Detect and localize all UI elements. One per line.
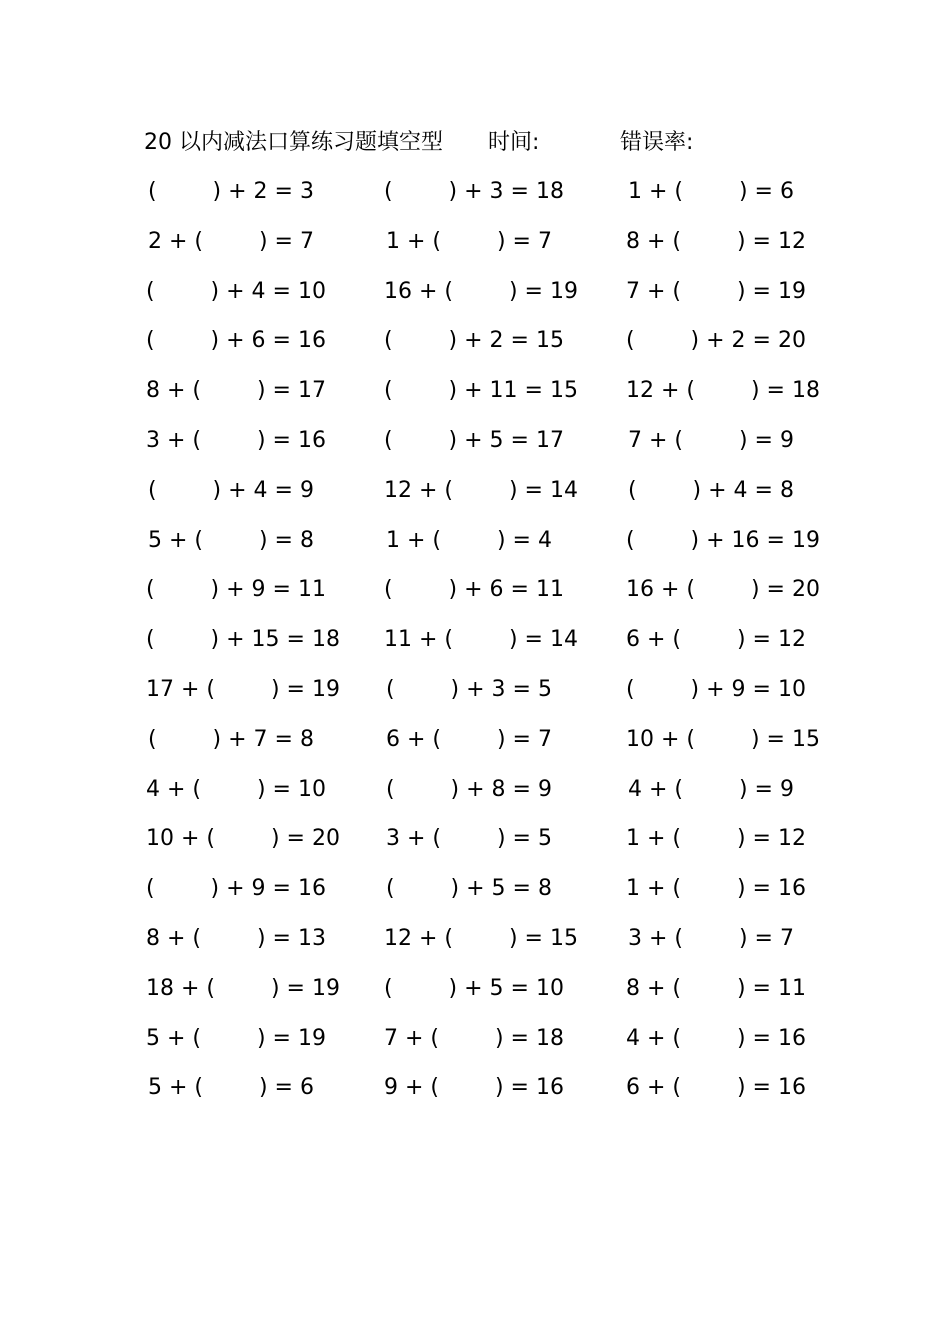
error-rate-label: 错误率: xyxy=(620,130,694,155)
problem-item: 9 + ( ) = 16 xyxy=(384,1075,564,1101)
problem-item: ( ) + 4 = 10 xyxy=(146,278,326,304)
problem-item: 16 + ( ) = 20 xyxy=(626,577,820,603)
problem-row xyxy=(0,1021,950,1071)
problem-row xyxy=(0,323,950,373)
problem-item: ( ) + 11 = 15 xyxy=(384,378,578,404)
problem-item: ( ) + 6 = 11 xyxy=(384,577,564,603)
worksheet-header xyxy=(0,126,950,160)
problem-item: 5 + ( ) = 19 xyxy=(146,1025,326,1051)
problem-item: ( ) + 3 = 5 xyxy=(386,676,552,702)
problem-item: 8 + ( ) = 17 xyxy=(146,378,326,404)
problem-row xyxy=(0,1070,950,1120)
problem-item: 1 + ( ) = 16 xyxy=(626,876,806,902)
problem-item: 7 + ( ) = 9 xyxy=(628,427,794,453)
problem-item: 6 + ( ) = 12 xyxy=(626,627,806,653)
problem-item: ( ) + 4 = 9 xyxy=(148,477,314,503)
problem-item: 3 + ( ) = 16 xyxy=(146,427,326,453)
problem-item: 4 + ( ) = 9 xyxy=(628,776,794,802)
problem-item: 5 + ( ) = 8 xyxy=(148,527,314,553)
problem-item: ( ) + 16 = 19 xyxy=(626,527,820,553)
problem-row xyxy=(0,572,950,622)
problem-grid xyxy=(0,174,950,1120)
problem-item: 10 + ( ) = 20 xyxy=(146,826,340,852)
problem-row xyxy=(0,373,950,423)
problem-item: 12 + ( ) = 15 xyxy=(384,925,578,951)
problem-item: ( ) + 4 = 8 xyxy=(628,477,794,503)
problem-item: 1 + ( ) = 12 xyxy=(626,826,806,852)
problem-item: ( ) + 5 = 10 xyxy=(384,975,564,1001)
problem-item: 7 + ( ) = 18 xyxy=(384,1025,564,1051)
problem-item: 12 + ( ) = 18 xyxy=(626,378,820,404)
problem-row xyxy=(0,423,950,473)
problem-row xyxy=(0,224,950,274)
problem-item: ( ) + 5 = 8 xyxy=(386,876,552,902)
problem-item: 17 + ( ) = 19 xyxy=(146,676,340,702)
problem-item: 12 + ( ) = 14 xyxy=(384,477,578,503)
problem-row xyxy=(0,274,950,324)
problem-item: ( ) + 15 = 18 xyxy=(146,627,340,653)
problem-row xyxy=(0,772,950,822)
problem-row xyxy=(0,871,950,921)
problem-item: ( ) + 9 = 16 xyxy=(146,876,326,902)
problem-row xyxy=(0,821,950,871)
problem-item: 8 + ( ) = 12 xyxy=(626,228,806,254)
problem-row xyxy=(0,622,950,672)
problem-item: 11 + ( ) = 14 xyxy=(384,627,578,653)
problem-item: 8 + ( ) = 11 xyxy=(626,975,806,1001)
problem-item: 1 + ( ) = 6 xyxy=(628,179,794,204)
problem-item: ( ) + 6 = 16 xyxy=(146,328,326,354)
problem-item: 4 + ( ) = 10 xyxy=(146,776,326,802)
problem-item: ( ) + 9 = 10 xyxy=(626,676,806,702)
problem-item: ( ) + 5 = 17 xyxy=(384,427,564,453)
problem-row xyxy=(0,672,950,722)
problem-item: 4 + ( ) = 16 xyxy=(626,1025,806,1051)
problem-item: ( ) + 2 = 20 xyxy=(626,328,806,354)
problem-item: 18 + ( ) = 19 xyxy=(146,975,340,1001)
problem-row xyxy=(0,523,950,573)
problem-item: 8 + ( ) = 13 xyxy=(146,925,326,951)
problem-item: 6 + ( ) = 7 xyxy=(386,726,552,752)
problem-item: ( ) + 9 = 11 xyxy=(146,577,326,603)
problem-item: 1 + ( ) = 4 xyxy=(386,527,552,553)
problem-item: 1 + ( ) = 7 xyxy=(386,228,552,254)
problem-row xyxy=(0,921,950,971)
problem-row xyxy=(0,971,950,1021)
problem-item: 3 + ( ) = 7 xyxy=(628,925,794,951)
problem-item: ( ) + 7 = 8 xyxy=(148,726,314,752)
worksheet-title: 20 以内减法口算练习题填空型 xyxy=(144,130,443,155)
problem-item: ( ) + 2 = 15 xyxy=(384,328,564,354)
problem-item: ( ) + 2 = 3 xyxy=(148,179,314,204)
problem-row xyxy=(0,722,950,772)
problem-item: 3 + ( ) = 5 xyxy=(386,826,552,852)
problem-item: 6 + ( ) = 16 xyxy=(626,1075,806,1101)
problem-item: ( ) + 3 = 18 xyxy=(384,179,564,204)
problem-item: 10 + ( ) = 15 xyxy=(626,726,820,752)
problem-row xyxy=(0,473,950,523)
problem-item: 16 + ( ) = 19 xyxy=(384,278,578,304)
problem-item: 5 + ( ) = 6 xyxy=(148,1075,314,1101)
problem-row xyxy=(0,174,950,224)
problem-item: 7 + ( ) = 19 xyxy=(626,278,806,304)
time-label: 时间: xyxy=(488,130,540,155)
problem-item: 2 + ( ) = 7 xyxy=(148,228,314,254)
problem-item: ( ) + 8 = 9 xyxy=(386,776,552,802)
